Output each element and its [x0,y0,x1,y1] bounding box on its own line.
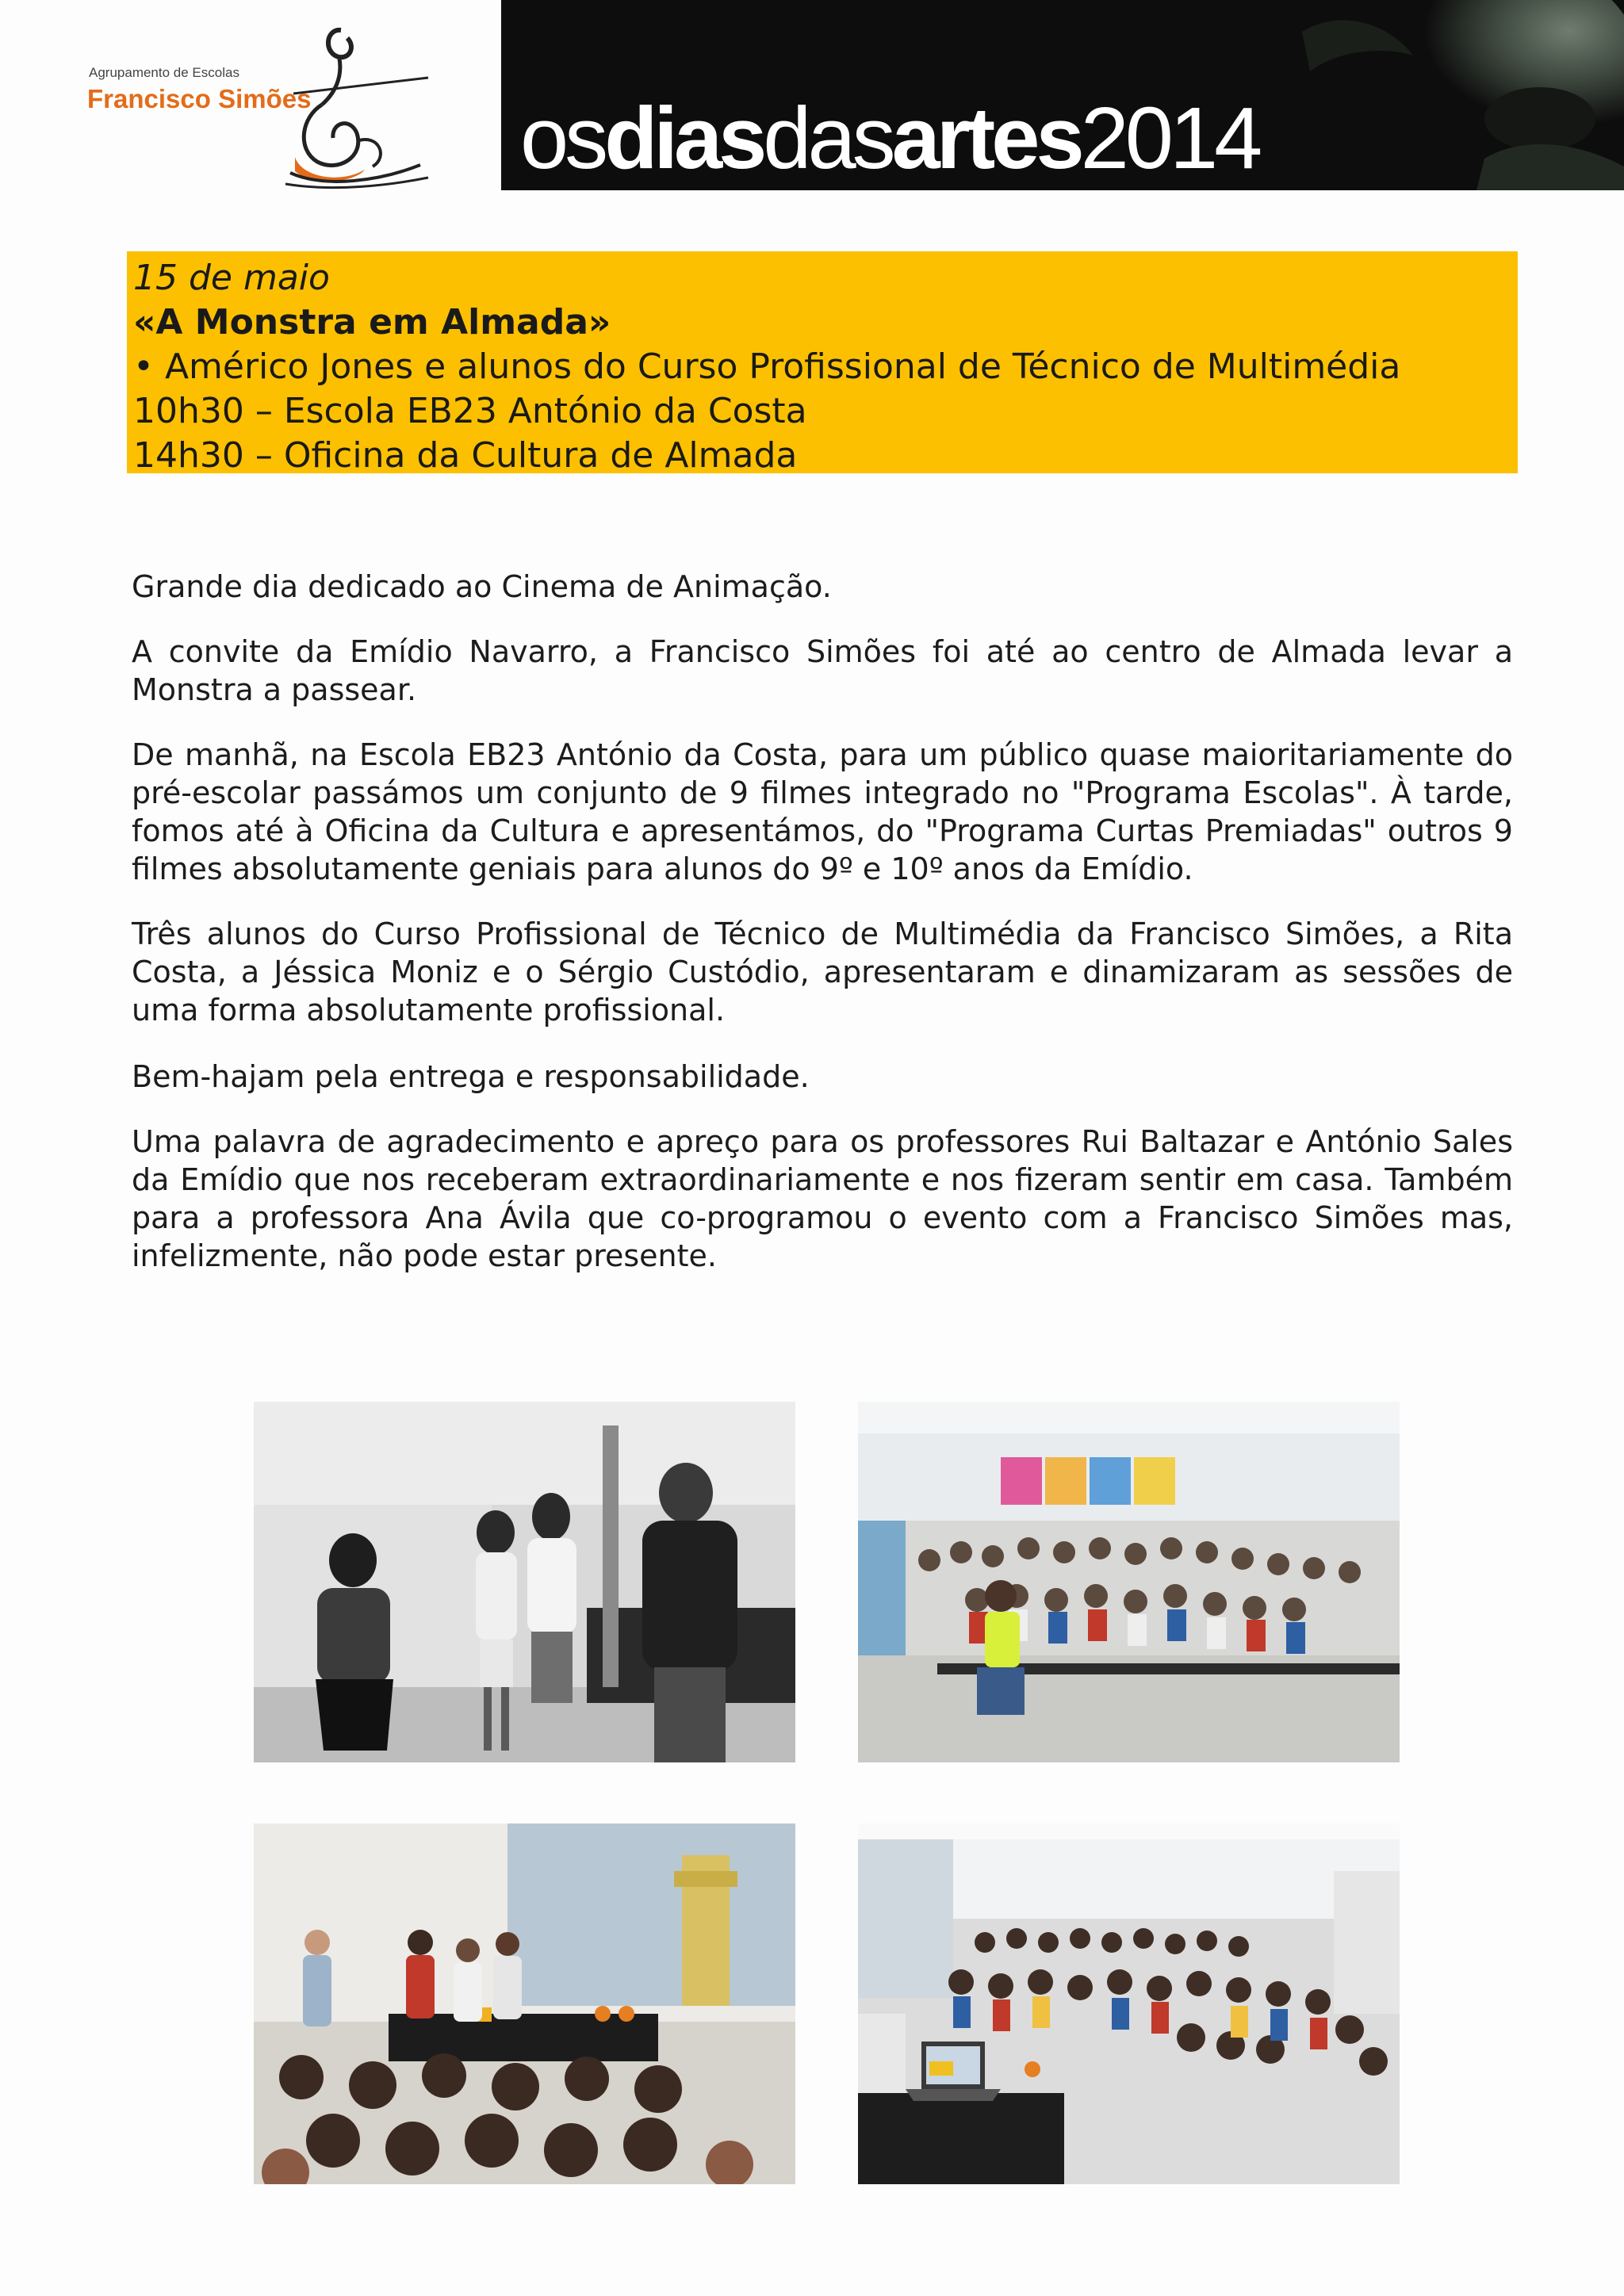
photo-audience-hall [858,1402,1400,1762]
photo-presenters [254,1402,795,1762]
event-session-morning: 10h30 – Escola EB23 António da Costa [133,391,807,431]
event-presenters: • Américo Jones e alunos do Curso Profissional de Técnico de Multimédia [133,346,1401,387]
photo-screening-session [254,1823,795,2184]
event-date: 15 de maio [133,258,330,298]
event-info-box [127,251,1518,476]
paragraph-invitation: A convite da Emídio Navarro, a Francisco Simões foi até ao centro de Almada levar a Monstra a passear. [132,634,1513,707]
event-session-afternoon: 14h30 – Oficina da Cultura de Almada [133,435,798,476]
event-title: «A Monstra em Almada» [133,302,611,342]
paragraph-intro: Grande dia dedicado ao Cinema de Animação. [132,569,832,604]
logo-name: Francisco Simões [87,84,312,113]
paragraph-students: Três alunos do Curso Profissional de Técnico de Multimédia da Francisco Simões, a Rita Costa, a Jéssica Moniz e o Sérgio Custódio, apresentaram e dinamizaram as sessões de uma forma absolutamente profissional. [132,916,1513,1027]
paragraph-sessions: De manhã, na Escola EB23 António da Costa, para um público quase maioritariamente do pré-escolar passámos um conjunto de 9 filmes integrado no "Programa Escolas". À tarde, fomos até à Oficina da Cultura e apresentámos, do "Programa Curtas Premiadas" outros 9 filmes absolutamente geniais para alunos do 9º e 10º anos da Emídio. [132,737,1513,886]
photo-audience-laptop [858,1823,1400,2184]
paragraph-thanks: Bem-hajam pela entrega e responsabilidade. [132,1059,810,1094]
logo-figure-icon [246,22,436,193]
paragraph-acknowledgements: Uma palavra de agradecimento e apreço para os professores Rui Baltazar e António Sales da Emídio que nos receberam extraordinariamente e nos fizeram sentir em casa. Também para a professora Ana Ávila que co-programou o evento com a Francisco Simões mas, infelizmente, não pode estar presente. [132,1124,1513,1273]
school-logo [79,22,436,193]
logo-subtitle: Agrupamento de Escolas [89,65,239,80]
banner-title: osdiasdasartes2014 [520,90,1259,187]
header-banner [501,0,1624,190]
